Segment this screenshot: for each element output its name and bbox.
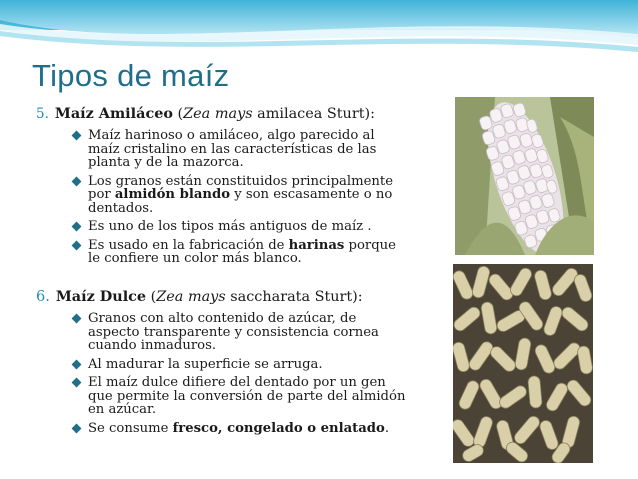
list-item <box>36 129 406 170</box>
bullet-text: Los granos están constituidos principalmente por <box>88 173 394 202</box>
sweet-corn-photo <box>453 264 593 463</box>
scientific-name: Zea mays <box>183 106 253 122</box>
list-item <box>36 239 406 266</box>
section-number: 6. <box>36 289 50 305</box>
bullet-text: El maíz dulce difiere del dentado por un gen que permite la conversión de parte del almidón en azúcar. <box>88 375 406 417</box>
bullet-text: Se consume <box>88 420 173 436</box>
scientific-rest: amilacea Sturt): <box>252 106 375 122</box>
diamond-bullet-icon <box>72 176 82 186</box>
slide-title: Tipos de maíz <box>32 58 230 93</box>
header-wave-decoration <box>0 0 638 62</box>
scientific-name: Zea mays <box>156 289 226 305</box>
section-heading <box>36 288 406 306</box>
paren-open: ( <box>172 106 184 122</box>
bullet-text: Maíz harinoso o amiláceo, algo parecido al maíz cristalino en las características de las planta y de la mazorca. <box>88 128 377 170</box>
diamond-bullet-icon <box>72 131 82 141</box>
bullet-bold-text: almidón blando <box>114 187 230 202</box>
diamond-bullet-icon <box>72 240 82 250</box>
scientific-rest: saccharata Sturt): <box>225 289 363 305</box>
bullet-bold-text: fresco, congelado o enlatado <box>172 420 385 436</box>
list-item <box>36 175 406 216</box>
paren-open: ( <box>146 289 157 305</box>
diamond-bullet-icon <box>72 378 82 388</box>
bullet-text: y son escasamente o no dentados. <box>88 187 393 216</box>
diamond-bullet-icon <box>72 222 82 232</box>
bullet-text: Es uno de los tipos más antiguos de maíz . <box>88 219 372 234</box>
diamond-bullet-icon <box>72 423 82 433</box>
section-name: Maíz Amiláceo <box>54 105 173 122</box>
bullet-list <box>36 129 406 266</box>
section-amilaceo <box>36 105 406 271</box>
bullet-text: . <box>384 420 390 436</box>
bullet-text: porque le confiere un color más blanco. <box>88 237 396 266</box>
list-item <box>36 376 406 417</box>
section-name: Maíz Dulce <box>55 288 147 305</box>
list-item <box>36 220 406 234</box>
bullet-text: Granos con alto contenido de azúcar, de aspecto transparente y consistencia cornea cuando inmaduros. <box>88 311 379 353</box>
diamond-bullet-icon <box>72 359 82 369</box>
list-item <box>36 312 406 353</box>
section-dulce <box>36 288 406 440</box>
bullet-list <box>36 312 406 435</box>
bullet-bold-text: harinas <box>288 237 345 253</box>
list-item <box>36 358 406 372</box>
bullet-text: Al madurar la superficie se arruga. <box>88 356 323 372</box>
section-heading <box>36 105 406 123</box>
section-number: 5. <box>36 106 49 122</box>
bullet-text: Es usado en la fabricación de <box>88 237 289 253</box>
diamond-bullet-icon <box>72 314 82 324</box>
corn-cob-photo <box>455 97 594 255</box>
list-item <box>36 422 406 436</box>
